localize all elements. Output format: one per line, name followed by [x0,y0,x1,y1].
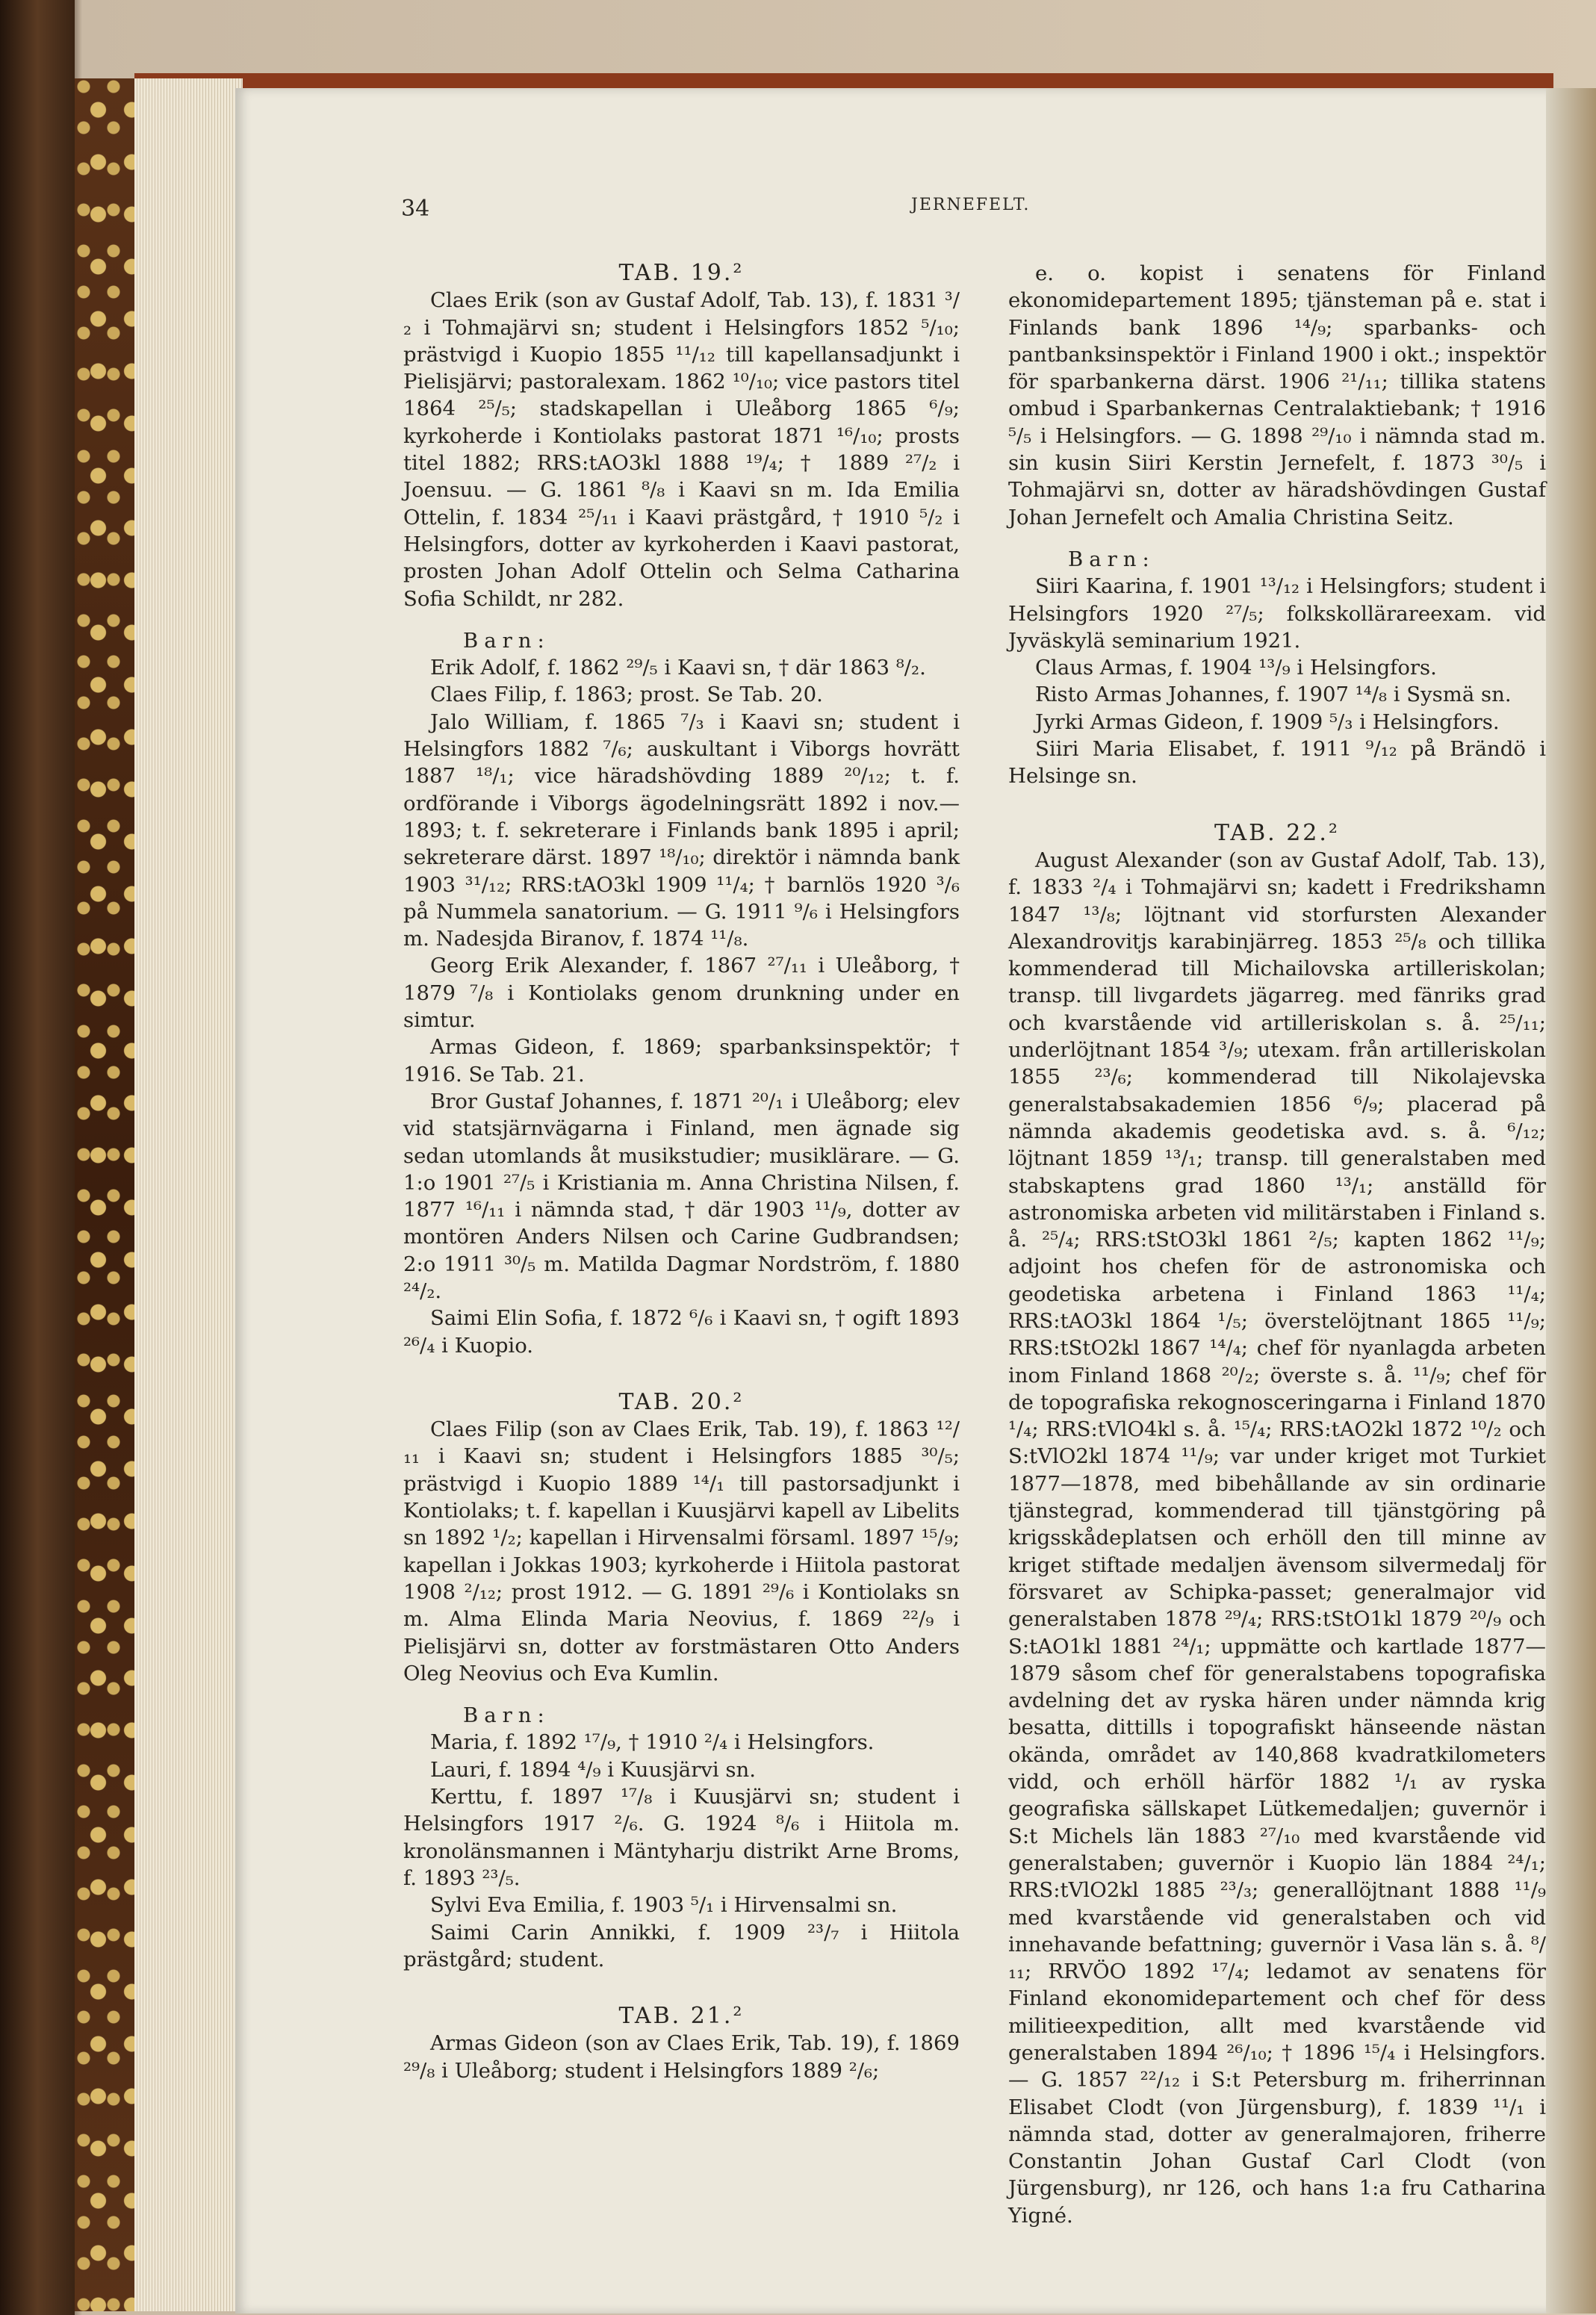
table-heading: TAB. 20.² [618,1388,745,1415]
biography-paragraph: e. o. kopist i senatens för Finland ekonomidepartement 1895; tjänsteman på e. stat i Finlands bank 1896 ¹⁴/₉; sparbanks- och pantbanksinspektör i Finland 1900 i okt.; inspektör för sparbankerna därst. 1906 ²¹/₁₁; tillika statens ombud i Sparbankernas Centralaktiebank; † 1916 ⁵/₅ i Helsingfors. — G. 1898 ²⁹/₁₀ i nämnda stad m. sin kusin Siiri Kerstin Jernefelt, f. 1873 ³⁰/₅ i Tohmajärvi sn, dotter av häradshövdingen Gustaf Johan Jernefelt och Amalia Christina Seitz. [1008,261,1546,529]
child-entry: Bror Gustaf Johannes, f. 1871 ²⁰/₁ i Uleåborg; elev vid statsjärnvägarna i Finland, men ägnade sig sedan utomlands åt musikstudier; musiklärare. — G. 1:o 1901 ²⁷/₅ i Kristiania m. Anna Christina Nilsen, f. 1877 ¹⁶/₁₁ i nämnda stad, † där 1903 ¹¹/₉, dotter av montören Anders Nilsen och Carine Gudbrandsen; 2:o 1911 ³⁰/₅ m. Matilda Dagmar Nordström, f. 1880 ²⁴/₂. [403,1089,960,1303]
child-entry: Siiri Kaarina, f. 1901 ¹³/₁₂ i Helsingfors; student i Helsingfors 1920 ²⁷/₅; folkskollärareexam. vid Jyväskylä seminarium 1921. [1008,574,1546,653]
child-entry: Georg Erik Alexander, f. 1867 ²⁷/₁₁ i Uleåborg, † 1879 ⁷/₈ i Kontiolaks genom drunkning under en simtur. [403,954,960,1033]
paragraph-gap [1008,531,1546,546]
running-head: JERNEFELT. [911,196,1031,214]
left-column [403,260,960,2099]
biography-paragraph: Claes Filip (son av Claes Erik, Tab. 19), f. 1863 ¹²/₁₁ i Kaavi sn; student i Helsingfors 1885 ³⁰/₅; prästvigd i Kuopio 1889 ¹⁴/₁ till pastorsadjunkt i Kontiolaks; t. f. kapellan i Kuusjärvi kapell av Libelits sn 1892 ¹/₂; kapellan i Hirvensalmi församl. 1897 ¹⁵/₉; kapellan i Jokkas 1903; kyrkoherde i Hiitola pastorat 1908 ²/₁₂; prost 1912. — G. 1891 ²⁹/₆ i Kontiolaks sn m. Alma Elinda Maria Neovius, f. 1869 ²²/₉ i Pielisjärvi sn, dotter av forstmästaren Otto Anders Oleg Neovius och Eva Kumlin. [403,1417,960,1685]
table-heading: TAB. 19.² [618,260,745,286]
child-entry: Lauri, f. 1894 ⁴/₉ i Kuusjärvi sn. [430,1757,756,1782]
table-heading: TAB. 21.² [618,2003,745,2030]
child-entry: Claes Filip, f. 1863; prost. Se Tab. 20. [430,683,823,707]
children-heading: Barn: [463,1703,550,1728]
cover-top-edge [134,73,1553,88]
child-entry: Armas Gideon, f. 1869; sparbanksinspektör; † 1916. Se Tab. 21. [403,1035,960,1087]
table-heading: TAB. 22.² [1214,819,1340,846]
child-entry: Kerttu, f. 1897 ¹⁷/₈ i Kuusjärvi sn; student i Helsingfors 1917 ²/₆. G. 1924 ⁸/₆ i Hiitola m. kronolänsmannen i Mäntyharju distrikt Arne Broms, f. 1893 ²³/₅. [403,1785,960,1890]
paragraph-gap [403,1687,960,1702]
child-entry: Siiri Maria Elisabet, f. 1911 ⁹/₁₂ på Brändö i Helsinge sn. [1008,737,1546,789]
section-gap [403,1973,960,2003]
children-heading: Barn: [1068,547,1155,571]
biography-paragraph: Claes Erik (son av Gustaf Adolf, Tab. 13), f. 1831 ³/₂ i Tohmajärvi sn; student i Helsingfors 1852 ⁵/₁₀; prästvigd i Kuopio 1855 ¹¹/₁₂ till kapellansadjunkt i Pielisjärvi; pastoralexam. 1862 ¹⁰/₁₀; vice pastors titel 1864 ²⁵/₅; stadskapellan i Uleåborg 1865 ⁶/₉; kyrkoherde i Kontiolaks pastorat 1871 ¹⁶/₁₀; prosts titel 1882; RRS:tAO3kl 1888 ¹⁹/₄; † 1889 ²⁷/₂ i Joensuu. — G. 1861 ⁸/₈ i Kaavi sn m. Ida Emilia Ottelin, f. 1834 ²⁵/₁₁ i Kaavi prästgård, † 1910 ⁵/₂ i Helsingfors, dotter av kyrkoherden i Kaavi pastorat, prosten Johan Adolf Ottelin och Selma Catharina Sofia Schildt, nr 282. [403,288,960,611]
right-column [1008,260,1546,2244]
next-page-edge [1546,88,1596,2314]
child-entry: Risto Armas Johannes, f. 1907 ¹⁴/₈ i Sysmä sn. [1035,683,1512,707]
biography-paragraph: August Alexander (son av Gustaf Adolf, Tab. 13), f. 1833 ²/₄ i Tohmajärvi sn; kadett i Fredrikshamn 1847 ¹³/₈; löjtnant vid storfursten Alexander Alexandrovitjs karabinjärreg. 1853 ²⁵/₈ och tillika kommenderad till Michailovska artilleriskolan; transp. till livgardets jägarreg. med fänriks grad och kvarstående vid artilleriskolan s. å. ²⁵/₁₁; underlöjtnant 1854 ³/₉; utexam. från artilleriskolan 1855 ²³/₆; kommenderad till Nikolajevska generalstabsakademien 1856 ⁶/₉; placerad på nämnda akademis geodetiska avd. s. å. ⁶/₁₂; löjtnant 1859 ¹³/₁; transp. till generalstaben med stabskaptens grad 1860 ¹³/₁; anställd för astronomiska arbeten vid militärstaben i Finland s. å. ²⁵/₄; RRS:tStO3kl 1861 ²/₅; kapten 1862 ¹¹/₉; adjoint hos chefen för de astronomiska och geodetiska arbetena i Finland 1863 ¹¹/₄; RRS:tAO3kl 1864 ¹/₅; överstelöjtnant 1865 ¹¹/₉; RRS:tStO2kl 1867 ¹⁴/₄; chef för nyanlagda arbeten inom Finland 1868 ²⁰/₂; överste s. å. ¹¹/₉; chef för de topografiska rekognosceringarna i Finland 1870 ¹/₄; RRS:tVlO4kl s. å. ¹⁵/₄; RRS:tAO2kl 1872 ¹⁰/₂ och S:tVlO2kl 1874 ¹¹/₉; var under kriget mot Turkiet 1877—1878, med bibehållande av sin ordinarie tjänstegrad, kommenderad till tjänstgöring på krigsskådeplatsen och erhöll den till minne av kriget stiftade medaljen ävensom silvermedalj för försvaret av Schipka-passet; generalmajor vid generalstaben 1878 ²⁹/₄; RRS:tStO1kl 1879 ²⁰/₉ och S:tAO1kl 1881 ²⁴/₁; uppmätte och kartlade 1877—1879 såsom chef för generalstabens topografiska avdelning det av ryska hären under nämnda krig besatta, dittills i topografiskt hänseende nästan okända, området av 140,868 kvadratkilometers vidd, och erhöll härför 1882 ¹/₁ av ryska geografiska sällskapet Lütkemedaljen; guvernör i S:t Michels län 1883 ²⁷/₁₀ med kvarstående vid generalstaben; guvernör i Kuopio län 1884 ²⁴/₁; RRS:tVlO2kl 1885 ²³/₃; generallöjtnant 1888 ¹¹/₉ med kvarstående vid generalstaben och vid innehavande befattning; guvernör i Vasa län s. å. ⁸/₁₁; RRVÖO 1892 ¹⁷/₄; ledamot av senatens för Finland ekonomidepartement och chef för dess militieexpedition, allt med kvarstående vid generalstaben 1894 ²⁶/₁₀; † 1896 ¹⁵/₄ i Helsingfors. — G. 1857 ²²/₁₂ i S:t Petersburg m. friherrinnan Elisabet Clodt (von Jürgensburg), f. 1839 ¹¹/₁ i nämnda stad, dotter av generalmajoren, friherre Constantin Johan Gustaf Carl Clodt (von Jürgensburg), nr 126, och hans 1:a fru Catharina Yigné. [1008,848,1546,2228]
child-entry: Saimi Elin Sofia, f. 1872 ⁶/₆ i Kaavi sn, † ogift 1893 ²⁶/₄ i Kuopio. [403,1306,960,1358]
child-entry: Claus Armas, f. 1904 ¹³/₉ i Helsingfors. [1035,656,1437,680]
paragraph-gap [403,612,960,627]
child-entry: Saimi Carin Annikki, f. 1909 ²³/₇ i Hiitola prästgård; student. [403,1920,960,1971]
marbled-edge [75,78,136,2311]
paragraph-gap [1008,2229,1546,2244]
child-entry: Erik Adolf, f. 1862 ²⁹/₅ i Kaavi sn, † där 1863 ⁸/₂. [430,656,926,680]
page-number: 34 [401,196,430,222]
section-gap [403,1359,960,1389]
book-spine [0,0,75,2315]
child-entry: Maria, f. 1892 ¹⁷/₉, † 1910 ²/₄ i Helsingfors. [430,1730,875,1755]
biography-paragraph: Armas Gideon (son av Claes Erik, Tab. 19), f. 1869 ²⁹/₈ i Uleåborg; student i Helsingfors 1889 ²/₆; [403,2031,960,2083]
section-gap [1008,790,1546,820]
paragraph-gap [403,2084,960,2099]
child-entry: Jalo William, f. 1865 ⁷/₃ i Kaavi sn; student i Helsingfors 1882 ⁷/₆; auskultant i Viborgs hovrätt 1887 ¹⁸/₁; vice häradshövding 1889 ²⁰/₁₂; t. f. ordförande i Viborgs ägodelningsrätt 1892 i nov.— 1893; t. f. sekreterare i Finlands bank 1895 i april; sekreterare därst. 1897 ¹⁸/₁₀; direktör i nämnda bank 1903 ³¹/₁₂; RRS:tAO3kl 1909 ¹¹/₄; † barnlös 1920 ³/₆ på Nummela sanatorium. — G. 1911 ⁹/₆ i Helsingfors m. Nadesjda Biranov, f. 1874 ¹¹/₈. [403,709,960,951]
child-entry: Sylvi Eva Emilia, f. 1903 ⁵/₁ i Hirvensalmi sn. [430,1893,898,1918]
children-heading: Barn: [463,628,550,653]
page-leaves [134,78,243,2311]
child-entry: Jyrki Armas Gideon, f. 1909 ⁵/₃ i Helsingfors. [1035,709,1500,734]
